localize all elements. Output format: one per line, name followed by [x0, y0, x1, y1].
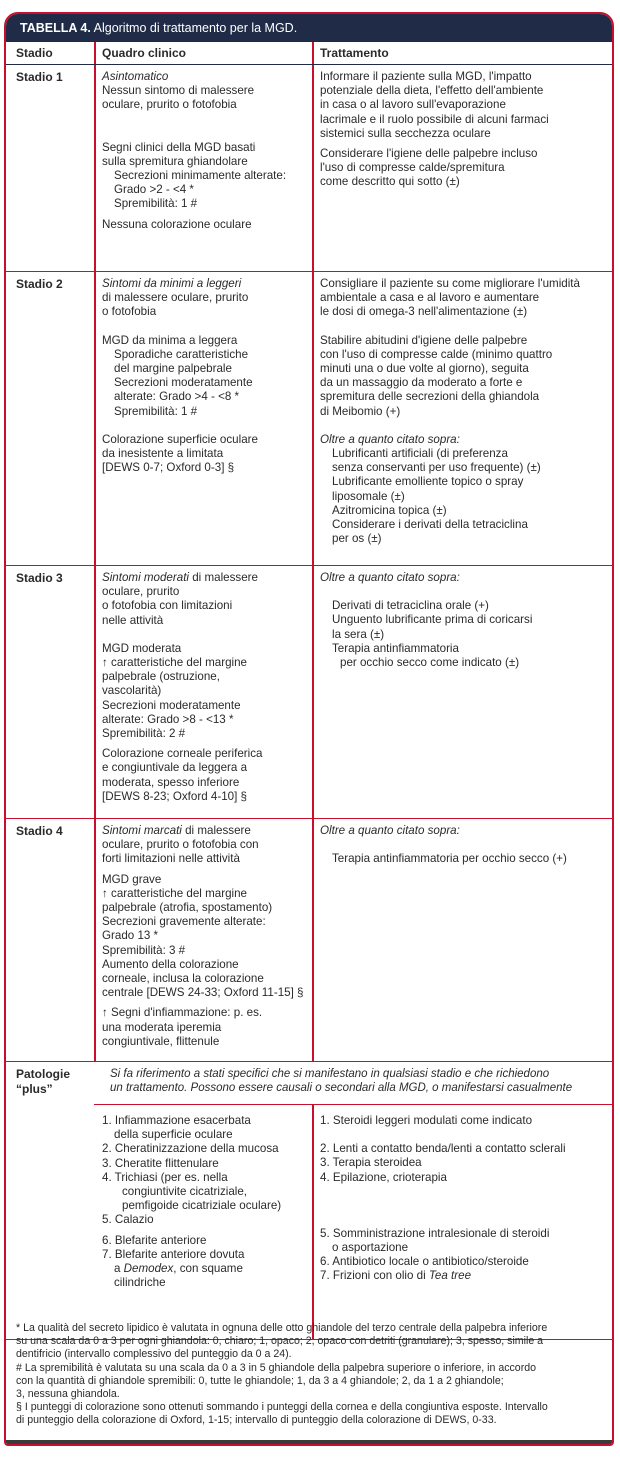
bottom-rule	[6, 1440, 612, 1444]
plus-treatments: 1. Steroidi leggeri modulati come indicato 2. Lenti a contatto benda/lenti a contatto sclerali 3. Terapia steroidea 4. Epilazione, crioterapia 5. Somministrazione intralesionale di steroidi o asportazione 6. Antibiotico locale o antibiotico/steroide 7. Frizioni con olio di Tea tree	[320, 1114, 566, 1283]
table-number: TABELLA 4.	[20, 21, 91, 35]
clinical-picture: Sintomi da minimi a leggeri di malessere oculare, prurito o fotofobia MGD da minima a leggera Sporadiche caratteristiche del margine palpebrale Secrezioni moderatamente alterate: Grado >4 - <8 * Spremibilità: 1 # Colorazione superficie oculare da inesistente a limitata [DEWS 0-7; Oxford 0-3] §	[102, 277, 258, 475]
table-caption: Algoritmo di trattamento per la MGD.	[90, 21, 298, 35]
table-row-stage4	[6, 819, 612, 1062]
header-quadro: Quadro clinico	[102, 46, 187, 60]
treatment: Consigliare il paziente su come migliorare l'umidità ambientale a casa e al lavoro e aumentare le dosi di omega-3 nell'alimentazione (±) Stabilire abitudini d'igiene delle palpebre con l'uso di compresse calde (minimo quattro minuti una o due volte al giorno), seguita da un massaggio da moderato a forte e spremitura delle secrezioni della ghiandola di Meibomio (+) Oltre a quanto citato sopra: Lubrificanti artificiali (di preferenza senza conservanti per uso frequente) (±) Lubrificante emolliente topico o spray liposomale (±) Azitromicina topica (±) Considerare i derivati della tetraciclina per os (±)	[320, 277, 580, 546]
table-header	[6, 42, 612, 65]
plus-conditions: 1. Infiammazione esacerbata della superficie oculare 2. Cheratinizzazione della mucosa 3. Cheratite flittenulare 4. Trichiasi (per es. nella congiuntivite cicatriziale, pemfigoide cicatriziale oculare) 5. Calazio 6. Blefarite anteriore 7. Blefarite anteriore dovuta a Demodex, con squame cilindriche	[102, 1114, 282, 1290]
clinical-picture: Asintomatico Nessun sintomo di malessere oculare, prurito o fotofobia Segni clinici della MGD basati sulla spremitura ghiandolare Secrezioni minimamente alterate: Grado >2 - <4 * Spremibilità: 1 # Nessuna colorazione oculare	[102, 70, 287, 231]
footnotes: * La qualità del secreto lipidico è valutata in ognuna delle otto ghiandole del terzo centrale della palpebra inferiore su una scala da 0 a 3 per ogni ghiandola: 0, chiaro; 1, opaco; 2, opaco con detriti (granulare); 3, spesso, simile a dentifricio (intervallo complessivo del punteggio da 0 a 24). # La spremibilità è valutata su una scala da 0 a 3 in 5 ghiandole della palpebra superiore o inferiore, in accordo con la quantità di ghiandole spremibili: 0, tutte le ghiandole; 1, da 3 a 4 ghiandole; 2, da 1 a 2 ghiandole; 3, nessuna ghiandola. § I punteggi di colorazione sono ottenuti sommando i punteggi della cornea e della congiuntiva esposte. Intervallo di punteggio della colorazione di Oxford, 1-15; intervallo di punteggio della colorazione di DEWS, 0-33.	[16, 1322, 548, 1427]
plus-intro: Si fa riferimento a stati specifici che si manifestano in qualsiasi stadio e che richiedono un trattamento. Possono essere causali o secondari alla MGD, o manifestarsi casualmente	[110, 1068, 573, 1095]
table-row-plus	[6, 1062, 612, 1340]
header-stadio: Stadio	[16, 46, 53, 60]
table-frame	[4, 12, 614, 1446]
table-title	[6, 14, 612, 42]
treatment: Oltre a quanto citato sopra: Terapia antinfiammatoria per occhio secco (+)	[320, 824, 567, 866]
clinical-picture: Sintomi moderati di malessere oculare, prurito o fotofobia con limitazioni nelle attività MGD moderata ↑ caratteristiche del margine palpebrale (ostruzione, vascolarità) Secrezioni moderatamente alterate: Grado >8 - <13 * Spremibilità: 2 # Colorazione corneale periferica e congiuntivale da leggera a moderata, spesso inferiore [DEWS 8-23; Oxford 4-10] §	[102, 571, 263, 803]
treatment: Oltre a quanto citato sopra: Derivati di tetraciclina orale (+) Unguento lubrificante prima di coricarsi la sera (±) Terapia antinfiammatoria per occhio secco come indicato (±)	[320, 571, 533, 670]
stage-label: Stadio 4	[16, 824, 63, 838]
header-trattamento: Trattamento	[320, 46, 389, 60]
stage-label: Stadio 3	[16, 571, 63, 585]
table-row-stage1	[6, 65, 612, 272]
col-separator	[94, 42, 96, 64]
stage-label: Stadio 1	[16, 70, 63, 84]
treatment: Informare il paziente sulla MGD, l'impatto potenziale della dieta, l'effetto dell'ambiente in casa o al lavoro sull'evaporazione lacrimale e il ruolo possibile di alcuni farmaci sistemici sulla secchezza oculare Considerare l'igiene delle palpebre incluso l'uso di compresse calde/spremitura come descritto qui sotto (±)	[320, 70, 549, 189]
col-separator	[312, 42, 314, 64]
stage-label: Patologie “plus”	[16, 1067, 71, 1096]
stage-label: Stadio 2	[16, 277, 63, 291]
table-row-stage2	[6, 272, 612, 566]
clinical-picture: Sintomi marcati di malessere oculare, prurito o fotofobia con forti limitazioni nelle attività MGD grave ↑ caratteristiche del margine palpebrale (atrofia, spostamento) Secrezioni gravemente alterate: Grado 13 * Spremibilità: 3 # Aumento della colorazione corneale, inclusa la colorazione centrale [DEWS 24-33; Oxford 11-15] § ↑ Segni d'infiammazione: p. es. una moderata iperemia congiuntivale, flittenule	[102, 824, 304, 1048]
table-row-stage3	[6, 566, 612, 819]
